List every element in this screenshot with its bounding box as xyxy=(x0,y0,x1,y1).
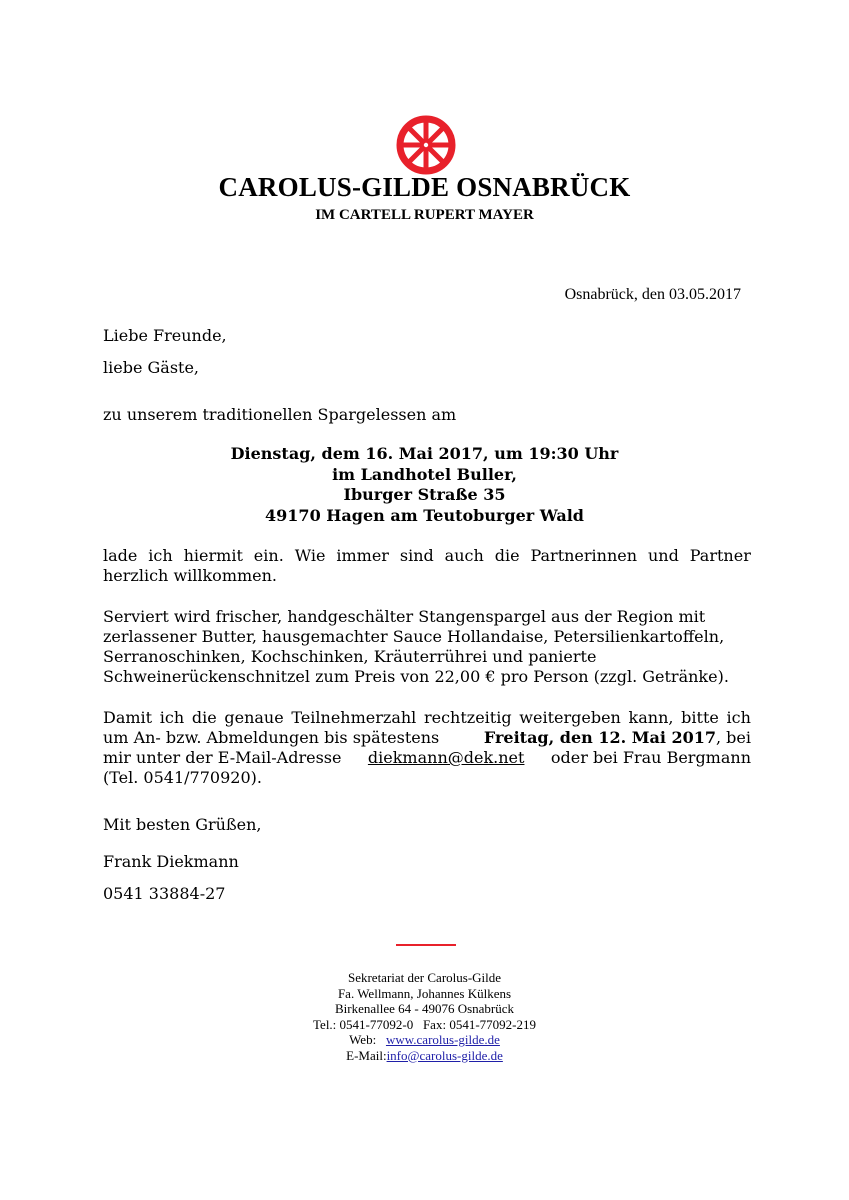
paragraph-1-line-1: lade ich hiermit ein. Wie immer sind auch die Partnerinnen und Partner xyxy=(103,546,751,565)
footer-line-2: Fa. Wellmann, Johannes Külkens xyxy=(337,985,512,1001)
footer-web-row xyxy=(0,1032,849,1048)
footer-line-3: Birkenallee 64 - 49076 Osnabrück xyxy=(334,1001,515,1016)
footer-line-1: Sekretariat der Carolus-Gilde xyxy=(347,970,502,985)
paragraph-1-line-2: herzlich willkommen. xyxy=(103,566,278,585)
email-prefix: mir unter der E-Mail-Adresse xyxy=(103,748,342,767)
paragraph-3-line-4: (Tel. 0541/770920). xyxy=(103,768,262,787)
red-wheel-icon xyxy=(395,114,457,176)
greeting-line-1: Liebe Freunde, xyxy=(103,326,227,345)
organization-title: CAROLUS-GILDE OSNABRÜCK xyxy=(218,172,631,202)
deadline-date: Freitag, den 12. Mai 2017 xyxy=(483,728,716,747)
paragraph-2-line-3: Serranoschinken, Kochschinken, Kräuterrührei und panierte xyxy=(103,647,597,666)
closing-line: Mit besten Grüßen, xyxy=(103,815,262,834)
footer-email-label: E-Mail: xyxy=(346,1047,387,1063)
event-date-time: Dienstag, dem 16. Mai 2017, um 19:30 Uhr xyxy=(230,444,619,463)
event-street: Iburger Straße 35 xyxy=(343,485,506,504)
deadline-suffix: , bei xyxy=(716,728,751,747)
greeting-line-2: liebe Gäste, xyxy=(103,358,200,377)
deadline-prefix: um An- bzw. Abmeldungen bis spätestens xyxy=(103,728,440,747)
footer-line-4: Tel.: 0541-77092-0 Fax: 0541-77092-219 xyxy=(313,1016,536,1032)
paragraph-3-line-3 xyxy=(103,748,751,768)
event-venue: im Landhotel Buller, xyxy=(332,464,517,484)
contact-email-link[interactable]: diekmann@dek.net xyxy=(367,748,525,767)
signer-phone: 0541 33884-27 xyxy=(103,884,226,903)
event-city: 49170 Hagen am Teutoburger Wald xyxy=(265,505,584,525)
organization-subtitle: IM CARTELL RUPERT MAYER xyxy=(315,207,534,223)
paragraph-2-line-1: Serviert wird frischer, handgeschälter Stangenspargel aus der Region mit xyxy=(103,607,706,626)
footer-web-link[interactable]: www.carolus-gilde.de xyxy=(385,1032,500,1047)
intro-line: zu unserem traditionellen Spargelessen am xyxy=(103,405,457,424)
paragraph-3-line-1: Damit ich die genaue Teilnehmerzahl rechtzeitig weitergeben kann, bitte ich xyxy=(103,708,751,727)
paragraph-2-line-2: zerlassener Butter, hausgemachter Sauce Hollandaise, Petersilienkartoffeln, xyxy=(103,627,725,646)
footer-email-row xyxy=(0,1048,849,1064)
email-suffix: oder bei Frau Bergmann xyxy=(550,748,751,767)
letter-date: Osnabrück, den 03.05.2017 xyxy=(564,286,741,303)
footer-web-label: Web: xyxy=(349,1032,377,1047)
footer-address xyxy=(0,970,849,1063)
event-details xyxy=(0,444,849,526)
signer-name: Frank Diekmann xyxy=(103,852,239,871)
paragraph-2-line-4: Schweinerückenschnitzel zum Preis von 22,00 € pro Person (zzgl. Getränke). xyxy=(103,667,729,686)
footer-email-link[interactable]: info@carolus-gilde.de xyxy=(386,1047,503,1063)
footer-divider xyxy=(396,944,456,946)
paragraph-3-line-2 xyxy=(103,728,751,748)
